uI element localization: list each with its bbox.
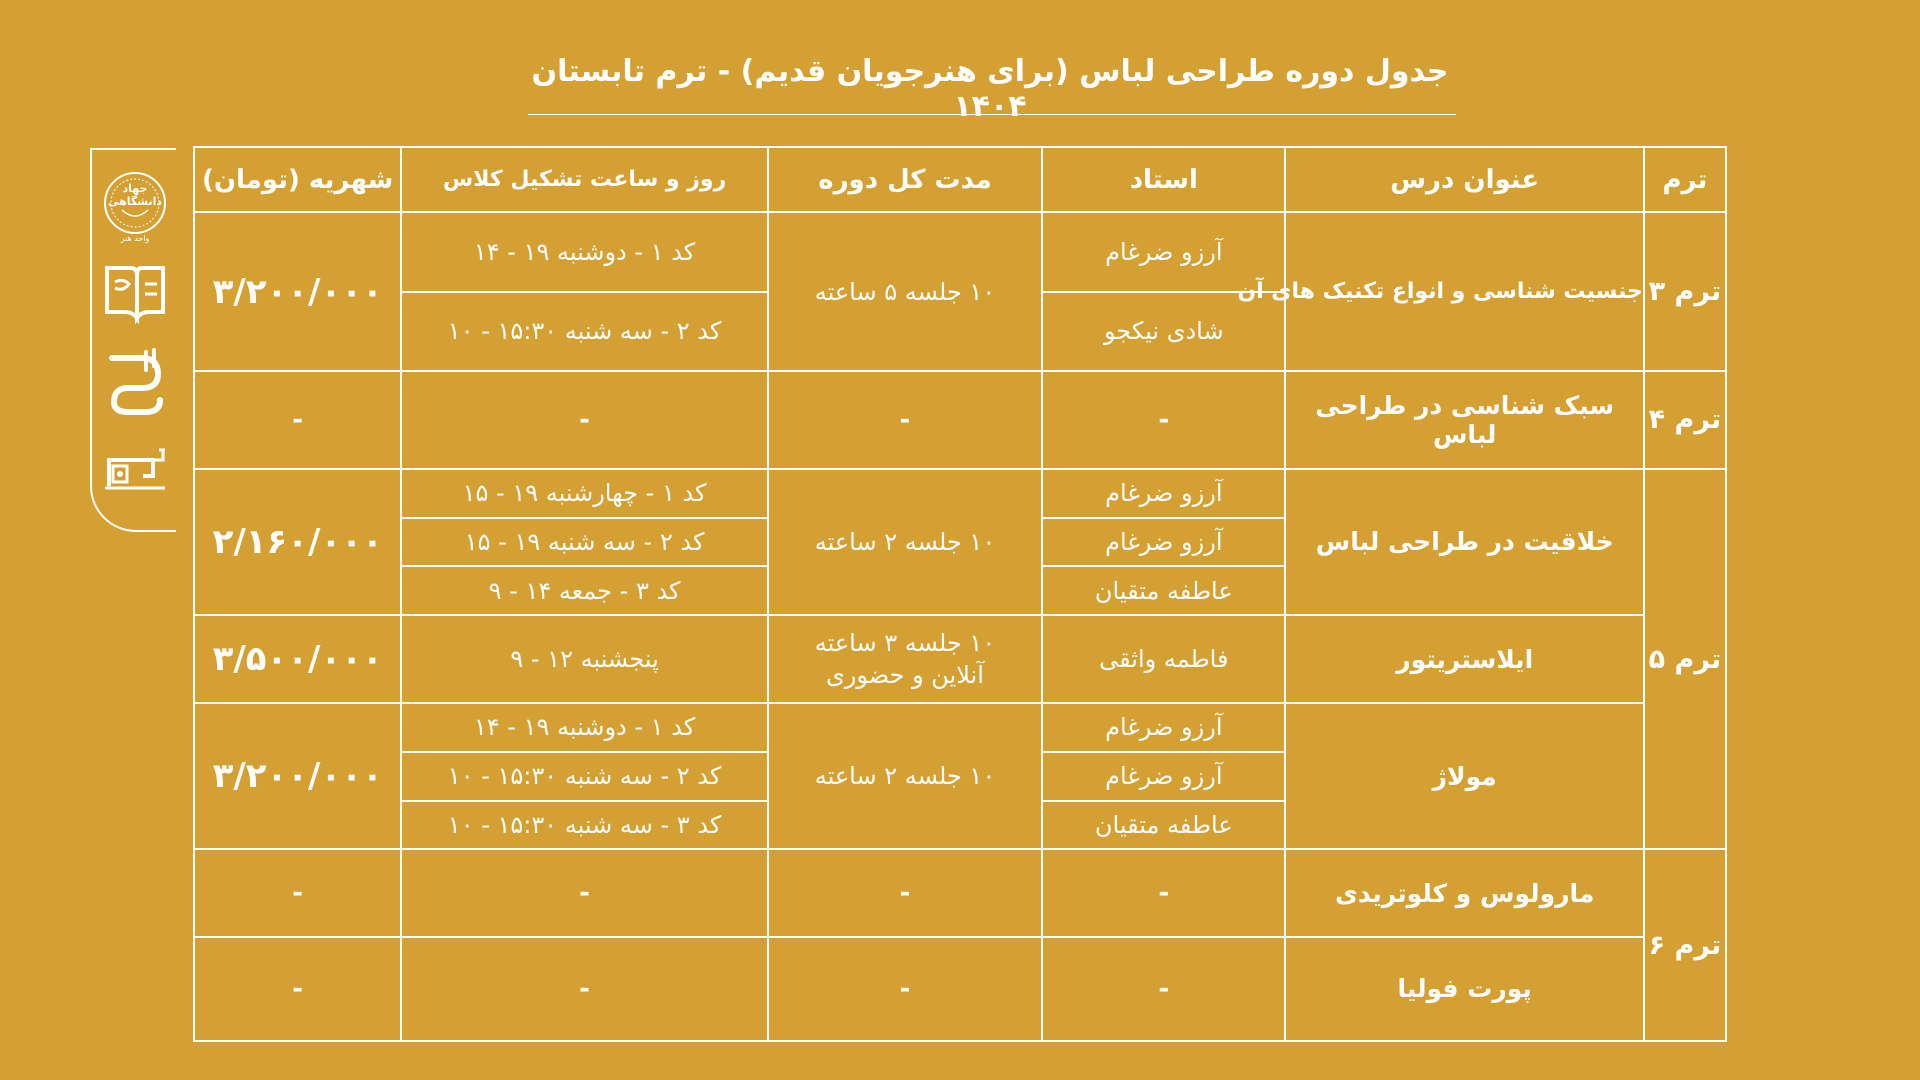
header-duration: مدت کل دوره	[768, 147, 1042, 212]
table-row	[194, 937, 1726, 1041]
fee-cell: -	[194, 371, 401, 469]
schedule-cell: -	[401, 371, 767, 469]
schedule-cell: کد ۳ - جمعه ۱۴ - ۹	[401, 566, 767, 615]
course-title: سبک شناسی در طراحی لباس	[1285, 371, 1643, 469]
teacher-cell: آرزو ضرغام	[1042, 469, 1285, 518]
sewing-machine-icon	[100, 442, 170, 494]
teacher-cell: عاطفه متقیان	[1042, 566, 1285, 615]
course-title: ایلاستریتور	[1285, 615, 1643, 703]
teacher-cell: آرزو ضرغام	[1042, 212, 1285, 291]
course-title: مولاژ	[1285, 703, 1643, 850]
table-row	[194, 469, 1726, 518]
fee-cell: ۳/۲۰۰/۰۰۰	[194, 212, 401, 371]
schedule-cell: کد ۲ - سه شنبه ۱۵:۳۰ - ۱۰	[401, 752, 767, 801]
teacher-cell: -	[1042, 849, 1285, 937]
teacher-cell: آرزو ضرغام	[1042, 703, 1285, 752]
header-title: عنوان درس	[1285, 147, 1643, 212]
duration-line: ۱۰ جلسه ۳ ساعته	[814, 628, 996, 657]
seal-subtext: واحد هنر	[120, 234, 150, 243]
duration-cell: -	[768, 849, 1042, 937]
duration-cell: -	[768, 371, 1042, 469]
teacher-cell: آرزو ضرغام	[1042, 752, 1285, 801]
table-row	[194, 849, 1726, 937]
term-cell: ترم ۵	[1644, 469, 1726, 850]
schedule-cell: کد ۱ - چهارشنبه ۱۹ - ۱۵	[401, 469, 767, 518]
teacher-cell: آرزو ضرغام	[1042, 518, 1285, 567]
duration-cell: -	[768, 937, 1042, 1041]
term-cell: ترم ۶	[1644, 849, 1726, 1041]
duration-cell: ۱۰ جلسه ۵ ساعته	[768, 212, 1042, 371]
header-term: ترم	[1644, 147, 1726, 212]
seal-text: جهاد دانشگاهی	[107, 182, 163, 208]
fee-cell: ۳/۲۰۰/۰۰۰	[194, 703, 401, 850]
page-title: جدول دوره طراحی لباس (برای هنرجویان قدیم) - ترم تابستان ۱۴۰۴	[531, 54, 1449, 124]
schedule-cell: کد ۲ - سه شنبه ۱۵:۳۰ - ۱۰	[401, 292, 767, 371]
teacher-cell: عاطفه متقیان	[1042, 801, 1285, 850]
course-title: جنسیت شناسی و انواع تکنیک های آن	[1285, 212, 1643, 371]
fee-cell: -	[194, 849, 401, 937]
term-cell: ترم ۴	[1644, 371, 1726, 469]
teacher-cell: -	[1042, 937, 1285, 1041]
schedule-cell: -	[401, 849, 767, 937]
course-title: پورت فولیا	[1285, 937, 1643, 1041]
table-row	[194, 615, 1726, 703]
course-title: خلاقیت در طراحی لباس	[1285, 469, 1643, 616]
teacher-cell: فاطمه واثقی	[1042, 615, 1285, 703]
book-logo-icon	[100, 258, 170, 328]
header-teacher: استاد	[1042, 147, 1285, 212]
table-row	[194, 212, 1726, 291]
schedule-cell: کد ۱ - دوشنبه ۱۹ - ۱۴	[401, 703, 767, 752]
duration-cell: ۱۰ جلسه ۲ ساعته	[768, 703, 1042, 850]
term-cell: ترم ۳	[1644, 212, 1726, 371]
table-row	[194, 703, 1726, 752]
schedule-cell: پنجشنبه ۱۲ - ۹	[401, 615, 767, 703]
schedule-cell: کد ۲ - سه شنبه ۱۹ - ۱۵	[401, 518, 767, 567]
title-underline	[528, 114, 1456, 115]
schedule-cell: کد ۱ - دوشنبه ۱۹ - ۱۴	[401, 212, 767, 291]
duration-note: آنلاین و حضوری	[826, 661, 984, 690]
duration-cell	[768, 615, 1042, 703]
header-schedule: روز و ساعت تشکیل کلاس	[401, 147, 767, 212]
header-fee: شهریه (تومان)	[194, 147, 401, 212]
course-schedule-table	[193, 146, 1727, 1042]
jahad-seal-icon	[100, 162, 170, 244]
course-title: مارولوس و کلوتریدی	[1285, 849, 1643, 937]
table-row	[194, 371, 1726, 469]
schedule-cell: -	[401, 937, 767, 1041]
calligraphy-logo-icon	[100, 346, 170, 420]
fee-cell: ۲/۱۶۰/۰۰۰	[194, 469, 401, 616]
teacher-cell: -	[1042, 371, 1285, 469]
teacher-cell: شادی نیکجو	[1042, 292, 1285, 371]
logo-panel	[90, 148, 176, 532]
schedule-cell: کد ۳ - سه شنبه ۱۵:۳۰ - ۱۰	[401, 801, 767, 850]
duration-cell: ۱۰ جلسه ۲ ساعته	[768, 469, 1042, 616]
fee-cell: -	[194, 937, 401, 1041]
fee-cell: ۳/۵۰۰/۰۰۰	[194, 615, 401, 703]
table-header-row	[194, 147, 1726, 212]
